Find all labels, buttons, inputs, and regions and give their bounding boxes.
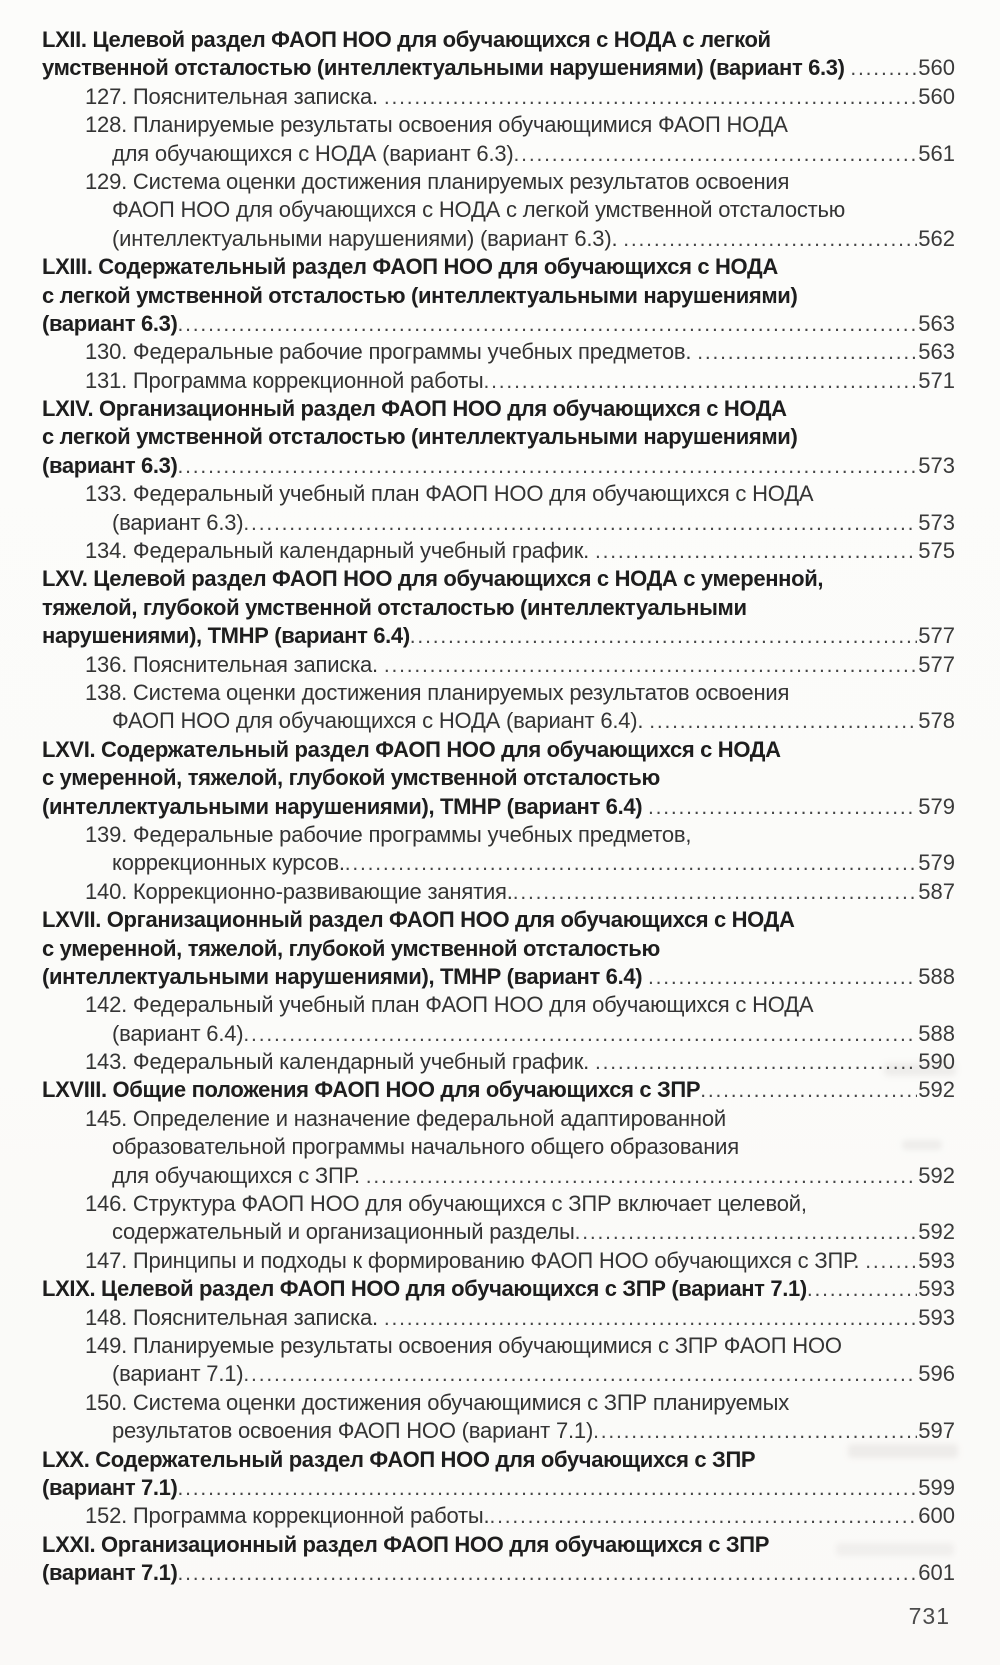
toc-page-number: 599 bbox=[918, 1474, 955, 1500]
toc-line-text: (интеллектуальными нарушениями) (вариант 6.3). bbox=[112, 225, 624, 251]
toc-line-text: LXVIII. Общие положения ФАОП НОО для обучающихся с ЗПР bbox=[42, 1077, 701, 1103]
toc-item-line bbox=[42, 1417, 955, 1445]
toc-line-text: 142. Федеральный учебный план ФАОП НОО для обучающихся с НОДА bbox=[85, 992, 814, 1018]
dot-leader bbox=[345, 849, 918, 878]
toc-item-line bbox=[42, 140, 955, 168]
toc-section-line bbox=[42, 736, 955, 764]
toc-line-text: содержательный и организационный разделы bbox=[112, 1219, 575, 1245]
toc-line-text: (вариант 7.1) bbox=[42, 1474, 178, 1500]
toc-line-text: результатов освоения ФАОП НОО (вариант 7.1) bbox=[112, 1418, 594, 1444]
dot-leader bbox=[243, 1360, 917, 1389]
toc-page-number: 577 bbox=[918, 623, 955, 649]
toc-line-text: ФАОП НОО для обучающихся с НОДА с легкой умственной отсталостью bbox=[112, 197, 846, 223]
toc-item-line bbox=[42, 1218, 955, 1246]
folio-page-number: 731 bbox=[908, 1603, 950, 1629]
toc-line-text: для обучающихся с НОДА (вариант 6.3) bbox=[112, 140, 514, 166]
toc-section-line bbox=[42, 963, 955, 991]
toc-page-number: 590 bbox=[918, 1049, 955, 1075]
toc-page-number: 597 bbox=[918, 1418, 955, 1444]
toc-page-number: 593 bbox=[918, 1304, 955, 1330]
toc-section-line bbox=[42, 26, 955, 54]
toc-line-text: 149. Планируемые результаты освоения обучающимися с ЗПР ФАОП НОО bbox=[85, 1332, 842, 1358]
toc-item-line bbox=[42, 480, 955, 508]
dot-leader bbox=[595, 537, 917, 566]
toc-line-text: умственной отсталостью (интеллектуальными нарушениями) (вариант 6.3) bbox=[42, 55, 851, 81]
dot-leader bbox=[700, 1076, 917, 1105]
toc-section-line bbox=[42, 764, 955, 792]
toc-line-text: LXIX. Целевой раздел ФАОП НОО для обучающихся с ЗПР (вариант 7.1) bbox=[42, 1276, 807, 1302]
toc-line-text: LXII. Целевой раздел ФАОП НОО для обучающихся с НОДА с легкой bbox=[42, 27, 771, 52]
dot-leader bbox=[243, 1020, 917, 1049]
dot-leader bbox=[648, 793, 917, 822]
toc-line-text: 133. Федеральный учебный план ФАОП НОО для обучающихся с НОДА bbox=[85, 481, 814, 507]
dot-leader bbox=[513, 878, 918, 907]
dot-leader bbox=[575, 1218, 918, 1247]
toc-page-number: 592 bbox=[918, 1219, 955, 1245]
toc-line-text: 148. Пояснительная записка. bbox=[85, 1304, 384, 1330]
dot-leader bbox=[366, 1162, 918, 1191]
toc-line-text: 140. Коррекционно-развивающие занятия. bbox=[85, 878, 513, 904]
toc-item-line bbox=[42, 651, 955, 679]
dot-leader bbox=[850, 54, 917, 83]
toc-section-line bbox=[42, 310, 955, 338]
toc-section-line bbox=[42, 1474, 955, 1502]
toc-line-text: тяжелой, глубокой умственной отсталостью (интеллектуальными bbox=[42, 594, 747, 620]
toc-line-text: LXV. Целевой раздел ФАОП НОО для обучающихся с НОДА с умеренной, bbox=[42, 566, 824, 592]
dot-leader bbox=[697, 338, 917, 367]
toc-item-line bbox=[42, 367, 955, 395]
toc-line-text: (вариант 6.3) bbox=[42, 310, 178, 336]
toc-line-text: 129. Система оценки достижения планируемых результатов освоения bbox=[85, 168, 790, 194]
toc-line-text: LXIV. Организационный раздел ФАОП НОО для обучающихся с НОДА bbox=[42, 396, 787, 422]
dot-leader bbox=[593, 1417, 917, 1446]
dot-leader bbox=[410, 622, 917, 651]
toc-item-line bbox=[42, 849, 955, 877]
toc-item-line bbox=[42, 1247, 955, 1275]
toc-page-number: 593 bbox=[918, 1247, 955, 1273]
toc-line-text: коррекционных курсов. bbox=[112, 850, 345, 876]
toc-line-text: для обучающихся с ЗПР. bbox=[112, 1162, 366, 1188]
toc-page-number: 592 bbox=[918, 1162, 955, 1188]
toc-item-line bbox=[42, 111, 955, 139]
toc-page-number: 560 bbox=[918, 55, 955, 81]
toc-line-text: LXVII. Организационный раздел ФАОП НОО для обучающихся с НОДА bbox=[42, 907, 795, 933]
toc-item-line bbox=[42, 991, 955, 1019]
toc-line-text: 128. Планируемые результаты освоения обучающимися ФАОП НОДА bbox=[85, 112, 788, 138]
dot-leader bbox=[807, 1275, 917, 1304]
dot-leader bbox=[649, 707, 917, 736]
toc-line-text: 152. Программа коррекционной работы. bbox=[85, 1503, 490, 1529]
toc-item-line bbox=[42, 821, 955, 849]
toc-page-number: 588 bbox=[918, 963, 955, 989]
toc-item-line bbox=[42, 1190, 955, 1218]
dot-leader bbox=[178, 452, 918, 481]
toc-line-text: 150. Система оценки достижения обучающимися с ЗПР планируемых bbox=[85, 1389, 790, 1415]
toc-page-number: 596 bbox=[918, 1361, 955, 1387]
toc-page-number: 577 bbox=[918, 651, 955, 677]
toc-line-text: с умеренной, тяжелой, глубокой умственной отсталостью bbox=[42, 765, 660, 791]
toc-line-text: 139. Федеральные рабочие программы учебных предметов, bbox=[85, 821, 692, 847]
toc-section-line bbox=[42, 282, 955, 310]
toc-line-text: 147. Принципы и подходы к формированию ФАОП НОО обучающихся с ЗПР. bbox=[85, 1247, 866, 1273]
toc-section-line bbox=[42, 1076, 955, 1104]
toc-line-text: 130. Федеральные рабочие программы учебных предметов. bbox=[85, 339, 698, 365]
toc-section-line bbox=[42, 423, 955, 451]
toc-page-number: 579 bbox=[918, 850, 955, 876]
toc-line-text: LXX. Содержательный раздел ФАОП НОО для обучающихся с ЗПР bbox=[42, 1446, 756, 1472]
toc-line-text: с легкой умственной отсталостью (интеллектуальными нарушениями) bbox=[42, 282, 798, 308]
dot-leader bbox=[178, 1559, 918, 1588]
dot-leader bbox=[623, 225, 917, 254]
dot-leader bbox=[648, 963, 917, 992]
toc-item-line bbox=[42, 1502, 955, 1530]
toc-item-line bbox=[42, 1389, 955, 1417]
toc-page-number: 601 bbox=[918, 1560, 955, 1586]
toc-line-text: (вариант 7.1) bbox=[112, 1361, 244, 1387]
toc-page-number: 571 bbox=[918, 367, 955, 393]
toc-line-text: 146. Структура ФАОП НОО для обучающихся с ЗПР включает целевой, bbox=[85, 1191, 807, 1217]
toc-page-number: 560 bbox=[918, 83, 955, 109]
dot-leader bbox=[595, 1048, 917, 1077]
toc-list bbox=[42, 26, 955, 1587]
toc-section-line bbox=[42, 54, 955, 82]
toc-item-line bbox=[42, 679, 955, 707]
toc-item-line bbox=[42, 168, 955, 196]
toc-page-number: 562 bbox=[918, 225, 955, 251]
dot-leader bbox=[484, 367, 918, 396]
toc-page-number: 587 bbox=[918, 878, 955, 904]
toc-line-text: (вариант 6.4) bbox=[112, 1020, 244, 1046]
toc-page-number: 600 bbox=[918, 1503, 955, 1529]
toc-line-text: (вариант 7.1) bbox=[42, 1560, 178, 1586]
toc-section-line bbox=[42, 906, 955, 934]
toc-item-line bbox=[42, 1332, 955, 1360]
toc-item-line bbox=[42, 83, 955, 111]
toc-line-text: 131. Программа коррекционной работы bbox=[85, 367, 484, 393]
toc-section-line bbox=[42, 594, 955, 622]
toc-section-line bbox=[42, 253, 955, 281]
toc-item-line bbox=[42, 196, 955, 224]
toc-section-line bbox=[42, 395, 955, 423]
toc-page-number: 573 bbox=[918, 452, 955, 478]
toc-item-line bbox=[42, 338, 955, 366]
toc-item-line bbox=[42, 537, 955, 565]
dot-leader bbox=[514, 140, 918, 169]
toc-section-line bbox=[42, 622, 955, 650]
toc-item-line bbox=[42, 1162, 955, 1190]
toc-item-line bbox=[42, 225, 955, 253]
toc-line-text: LXVI. Содержательный раздел ФАОП НОО для обучающихся с НОДА bbox=[42, 736, 781, 762]
dot-leader bbox=[384, 83, 917, 112]
toc-line-text: нарушениями), ТМНР (вариант 6.4) bbox=[42, 623, 410, 649]
toc-section-line bbox=[42, 1559, 955, 1587]
dot-leader bbox=[489, 1502, 917, 1531]
toc-item-line bbox=[42, 707, 955, 735]
toc-item-line bbox=[42, 1133, 955, 1161]
dot-leader bbox=[384, 1304, 917, 1333]
toc-section-line bbox=[42, 1275, 955, 1303]
toc-line-text: 145. Определение и назначение федеральной адаптированной bbox=[85, 1105, 726, 1131]
toc-item-line bbox=[42, 509, 955, 537]
dot-leader bbox=[384, 651, 917, 680]
toc-page-number: 561 bbox=[918, 140, 955, 166]
toc-line-text: образовательной программы начального общего образования bbox=[112, 1134, 739, 1160]
toc-line-text: с легкой умственной отсталостью (интеллектуальными нарушениями) bbox=[42, 424, 798, 450]
toc-page-number: 593 bbox=[918, 1276, 955, 1302]
toc-line-text: с умеренной, тяжелой, глубокой умственной отсталостью bbox=[42, 935, 660, 961]
toc-page-number: 563 bbox=[918, 310, 955, 336]
toc-line-text: 138. Система оценки достижения планируемых результатов освоения bbox=[85, 679, 790, 705]
toc-page-number: 592 bbox=[918, 1077, 955, 1103]
toc-line-text: (вариант 6.3) bbox=[112, 509, 244, 535]
toc-section-line bbox=[42, 1531, 955, 1559]
dot-leader bbox=[243, 509, 917, 538]
toc-section-line bbox=[42, 565, 955, 593]
toc-item-line bbox=[42, 1360, 955, 1388]
toc-page-number: 578 bbox=[918, 708, 955, 734]
dot-leader bbox=[865, 1247, 917, 1276]
toc-item-line bbox=[42, 878, 955, 906]
toc-page-number: 588 bbox=[918, 1020, 955, 1046]
toc-section-line bbox=[42, 452, 955, 480]
toc-item-line bbox=[42, 1304, 955, 1332]
toc-page-number: 579 bbox=[918, 793, 955, 819]
toc-line-text: (вариант 6.3) bbox=[42, 452, 178, 478]
toc-line-text: (интеллектуальными нарушениями), ТМНР (вариант 6.4) bbox=[42, 963, 648, 989]
toc-line-text: ФАОП НОО для обучающихся с НОДА (вариант 6.4). bbox=[112, 708, 650, 734]
toc-line-text: LXXI. Организационный раздел ФАОП НОО для обучающихся с ЗПР bbox=[42, 1531, 770, 1557]
toc-line-text: 143. Федеральный календарный учебный график. bbox=[85, 1049, 595, 1075]
toc-section-line bbox=[42, 793, 955, 821]
toc-page-number: 563 bbox=[918, 339, 955, 365]
toc-item-line bbox=[42, 1105, 955, 1133]
toc-section-line bbox=[42, 1446, 955, 1474]
toc-page-number: 573 bbox=[918, 509, 955, 535]
dot-leader bbox=[178, 1474, 918, 1503]
toc-item-line bbox=[42, 1048, 955, 1076]
toc-item-line bbox=[42, 1020, 955, 1048]
dot-leader bbox=[178, 310, 918, 339]
toc-line-text: 127. Пояснительная записка. bbox=[85, 83, 384, 109]
toc-section-line bbox=[42, 935, 955, 963]
toc-page-number: 575 bbox=[918, 538, 955, 564]
toc-line-text: 134. Федеральный календарный учебный график. bbox=[85, 538, 595, 564]
toc-line-text: 136. Пояснительная записка. bbox=[85, 651, 384, 677]
toc-line-text: LXIII. Содержательный раздел ФАОП НОО для обучающихся с НОДА bbox=[42, 254, 778, 280]
toc-line-text: (интеллектуальными нарушениями), ТМНР (вариант 6.4) bbox=[42, 793, 648, 819]
